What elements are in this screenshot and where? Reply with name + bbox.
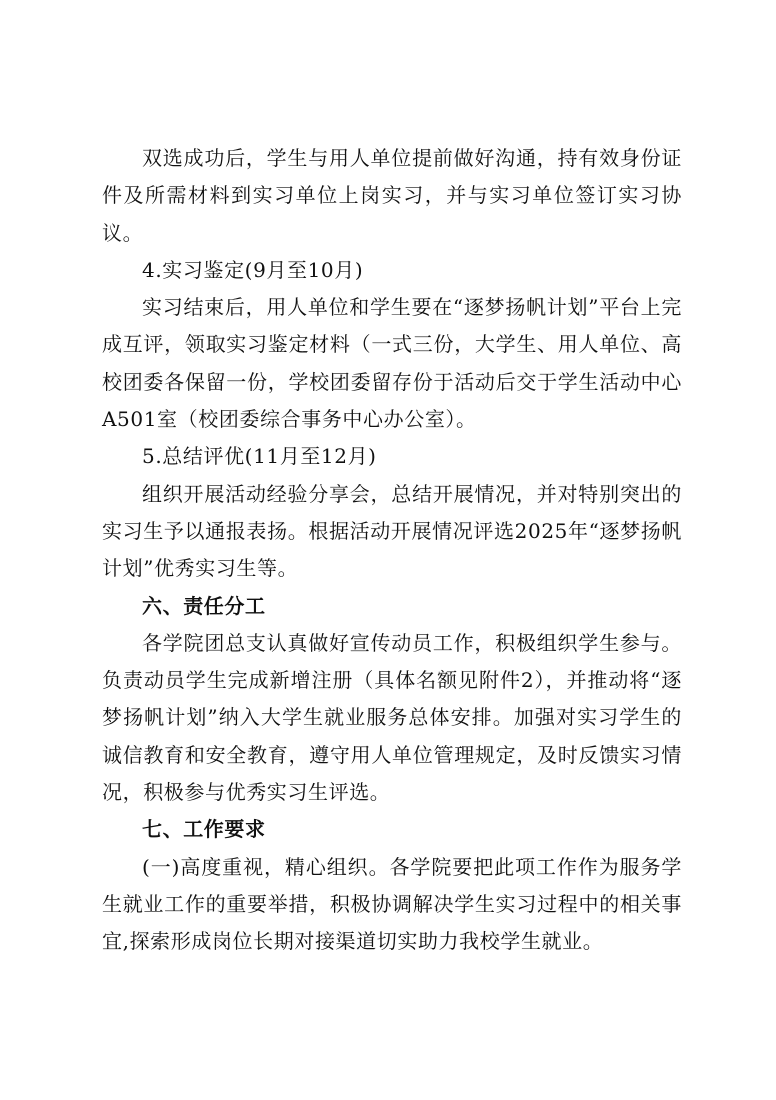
paragraph-requirement-1: (一)高度重视，精心组织。各学院要把此项工作作为服务学生就业工作的重要举措，积极协调解决学生实习过程中的相关事宜,探索形成岗位长期对接渠道切实助力我校学生就业。: [102, 854, 682, 954]
paragraph-signing-agreement: 双选成功后，学生与用人单位提前做好沟通，持有效身份证件及所需材料到实习单位上岗实习，并与实习单位签订实习协议。: [102, 146, 682, 245]
paragraph-responsibilities: 各学院团总支认真做好宣传动员工作，积极组织学生参与。负责动员学生完成新增注册（具体名额见附件2），并推动将“逐梦扬帆计划”纳入大学生就业服务总体安排。加强对实习学生的诚信教育和安全教育，遵守用人单位管理规定，及时反馈实习情况，积极参与优秀实习生评选。: [102, 630, 682, 805]
item-summary-evaluation: 5.总结评优(11月至12月): [142, 444, 377, 469]
paragraph-summary-details: 组织开展活动经验分享会，总结开展情况，并对特别突出的实习生予以通报表扬。根据活动开展情况评选2025年“逐梦扬帆计划”优秀实习生等。: [102, 481, 682, 581]
document-body: [102, 140, 682, 961]
section-heading-responsibilities: 六、责任分工: [142, 593, 266, 618]
section-heading-requirements: 七、工作要求: [142, 817, 266, 842]
paragraph-appraisal-details: 实习结束后，用人单位和学生要在“逐梦扬帆计划”平台上完成互评，领取实习鉴定材料（一式三份，大学生、用人单位、高校团委各保留一份，学校团委留存份于活动后交于学生活动中心A501室（校团委综合事务中心办公室）。: [102, 295, 682, 432]
item-internship-appraisal: 4.实习鉴定(9月至10月): [142, 257, 364, 282]
